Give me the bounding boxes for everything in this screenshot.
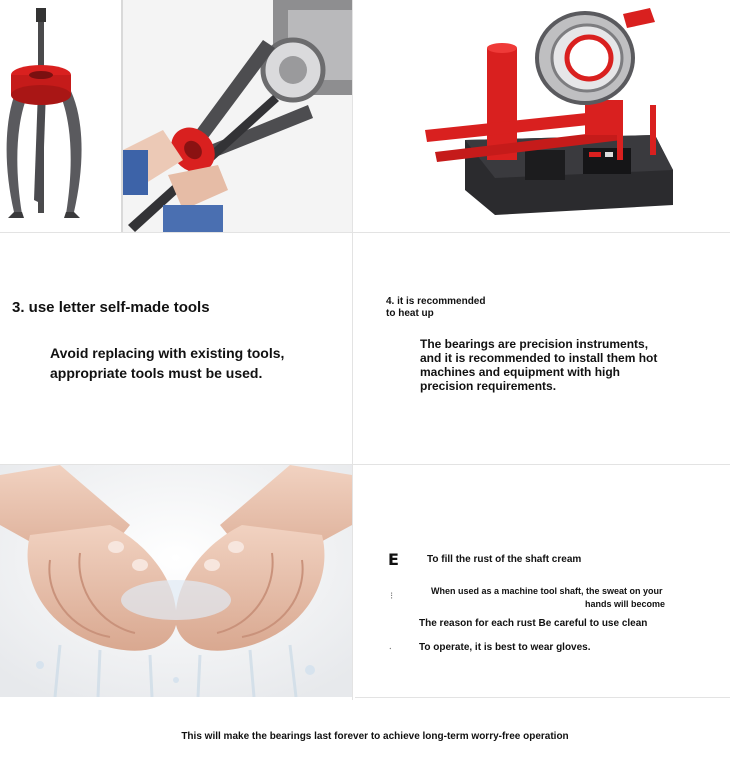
heat-section — [353, 233, 730, 464]
bullet-glyph-2: ⁝ — [390, 591, 394, 602]
rust-item-2-line1: When used as a machine tool shaft, the sweat on your — [431, 586, 663, 596]
bullet-glyph-1: E — [388, 550, 399, 569]
rust-item-3: The reason for each rust Be careful to use clean — [419, 618, 648, 629]
hands-washing-image — [0, 465, 352, 697]
puller-image — [0, 0, 120, 232]
bearing-puller-icon — [0, 0, 120, 232]
heat-body: The bearings are precision instruments, and it is recommended to install them hot machines and equipment with high precision requirements. — [420, 337, 658, 393]
bullet-glyph-4: ⸱ — [389, 644, 392, 655]
hands-washing-icon — [0, 465, 352, 697]
tools-section — [0, 233, 352, 464]
induction-heater-icon — [355, 0, 730, 232]
heat-heading-line2: to heat up — [386, 308, 434, 319]
hands-using-puller-icon — [123, 0, 352, 232]
footer-text: This will make the bearings last forever to achieve long-term worry-free operation — [181, 731, 569, 742]
tools-heading: 3. use letter self-made tools — [12, 299, 210, 316]
heater-image — [355, 0, 730, 232]
divider-horizontal-3 — [355, 697, 730, 698]
heat-heading-line1: 4. it is recommended — [386, 296, 486, 307]
puller-in-use-image — [123, 0, 352, 232]
rust-item-4: To operate, it is best to wear gloves. — [419, 642, 591, 653]
rust-item-1: To fill the rust of the shaft cream — [427, 554, 582, 565]
rust-section — [353, 465, 730, 697]
tools-body: Avoid replacing with existing tools, appropriate tools must be used. — [50, 345, 285, 381]
rust-item-2-line2: hands will become — [585, 599, 666, 609]
